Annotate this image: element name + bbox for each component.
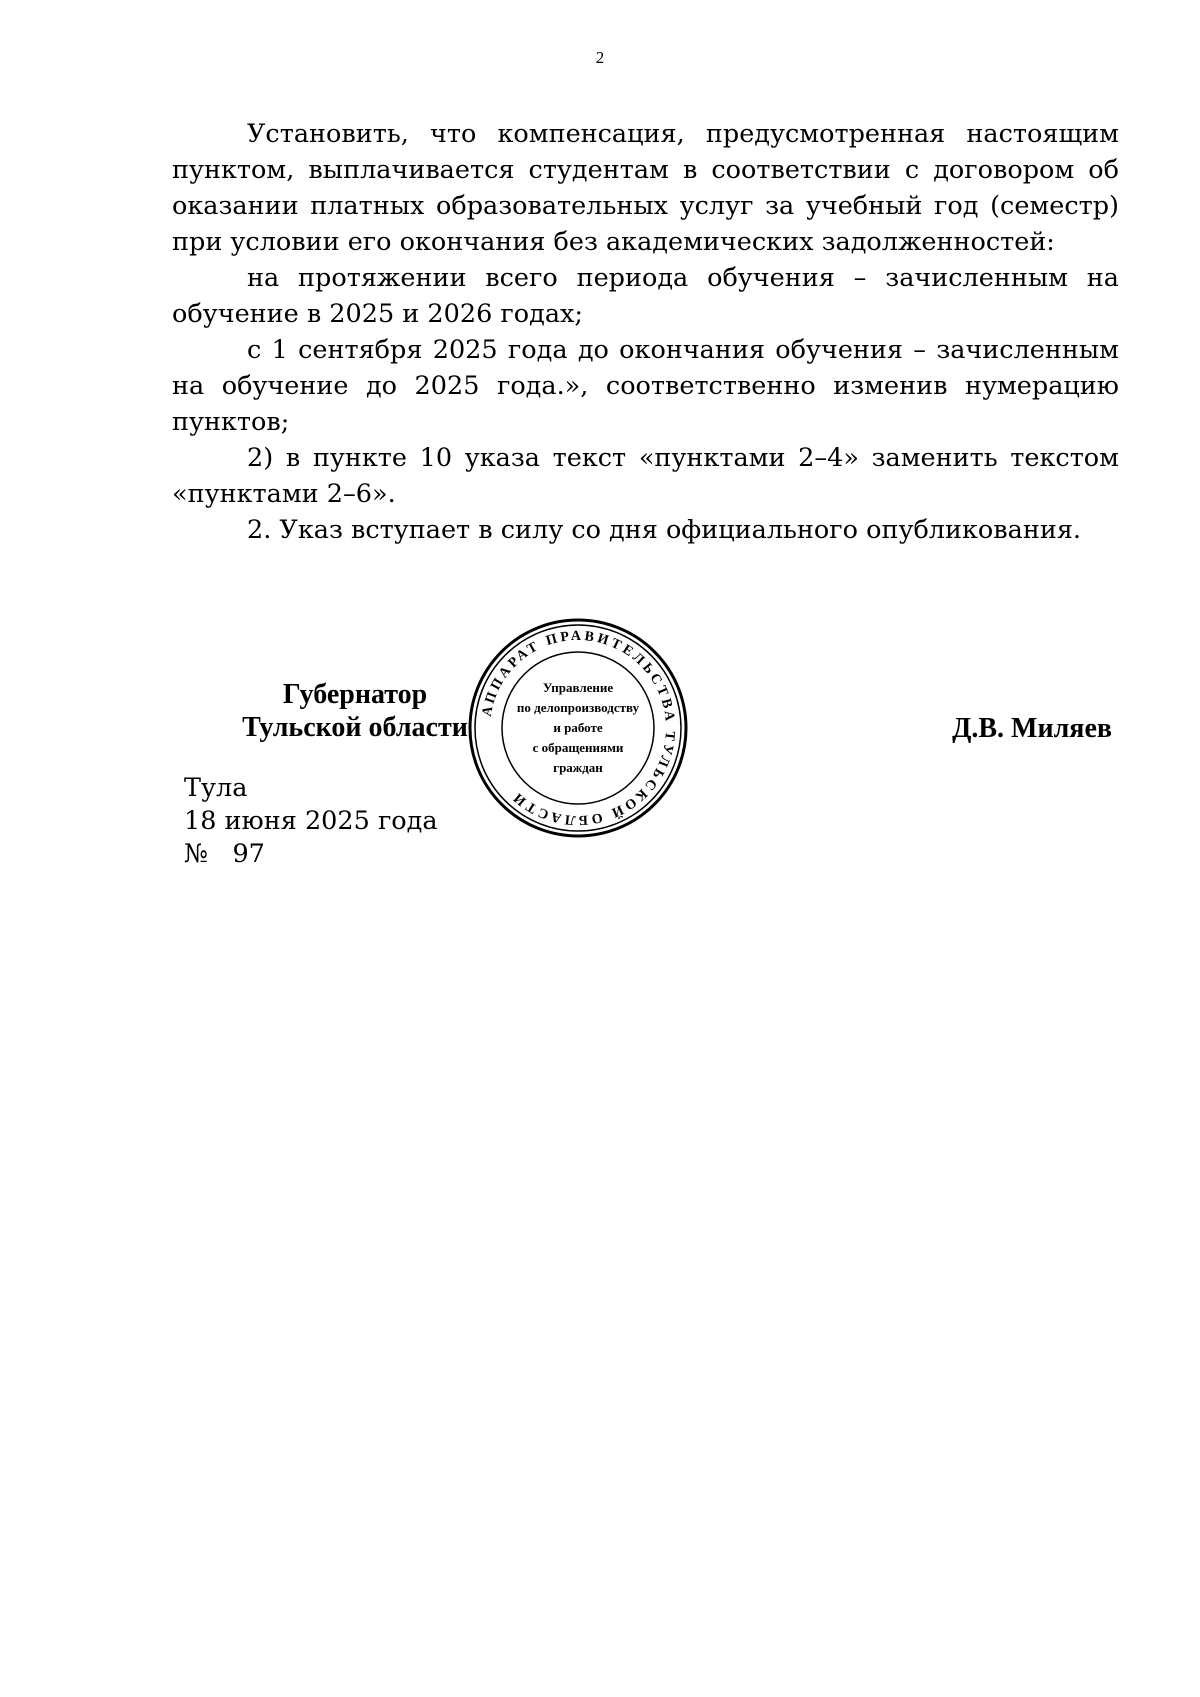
paragraph: Установить, что компенсация, предусмотренная настоящим пунктом, выплачивается студентам в соответствии с договором об оказании платных образовательных услуг за учебный год (семестр) при условии его окончания без академических задолженностей: bbox=[172, 119, 1119, 257]
stamp-center-line: с обращениями bbox=[532, 740, 624, 755]
paragraph: с 1 сентября 2025 года до окончания обучения – зачисленным на обучение до 2025 года.», соответственно изменив нумерацию пунктов; bbox=[172, 335, 1119, 437]
official-stamp bbox=[467, 617, 689, 839]
footer-city: Тула bbox=[184, 773, 248, 803]
stamp-center-line: по делопроизводству bbox=[516, 700, 640, 715]
footer-date: 18 июня 2025 года bbox=[184, 806, 438, 836]
signatory-position-line: Тульской области bbox=[242, 712, 468, 743]
signatory-name: Д.В. Миляев bbox=[952, 713, 1112, 744]
stamp-center-line: Управление bbox=[542, 680, 614, 695]
body-text bbox=[172, 116, 1119, 548]
signatory-position bbox=[210, 678, 500, 744]
page-number: 2 bbox=[595, 48, 605, 67]
footer-number: № 97 bbox=[184, 839, 265, 869]
stamp-graphic bbox=[467, 617, 689, 839]
stamp-ring-text: АППАРАТ ПРАВИТЕЛЬСТВА ТУЛЬСКОЙ ОБЛАСТИ bbox=[479, 628, 678, 828]
stamp-center-line: граждан bbox=[553, 760, 603, 775]
paragraph: 2) в пункте 10 указа текст «пунктами 2–4» заменить текстом «пунктами 2–6». bbox=[172, 443, 1119, 509]
signatory-position-line: Губернатор bbox=[282, 679, 428, 710]
paragraph: 2. Указ вступает в силу со дня официального опубликования. bbox=[247, 515, 1082, 545]
paragraph: на протяжении всего периода обучения – зачисленным на обучение в 2025 и 2026 годах; bbox=[172, 263, 1119, 329]
document-footer bbox=[184, 772, 438, 871]
stamp-center-line: и работе bbox=[553, 720, 603, 735]
